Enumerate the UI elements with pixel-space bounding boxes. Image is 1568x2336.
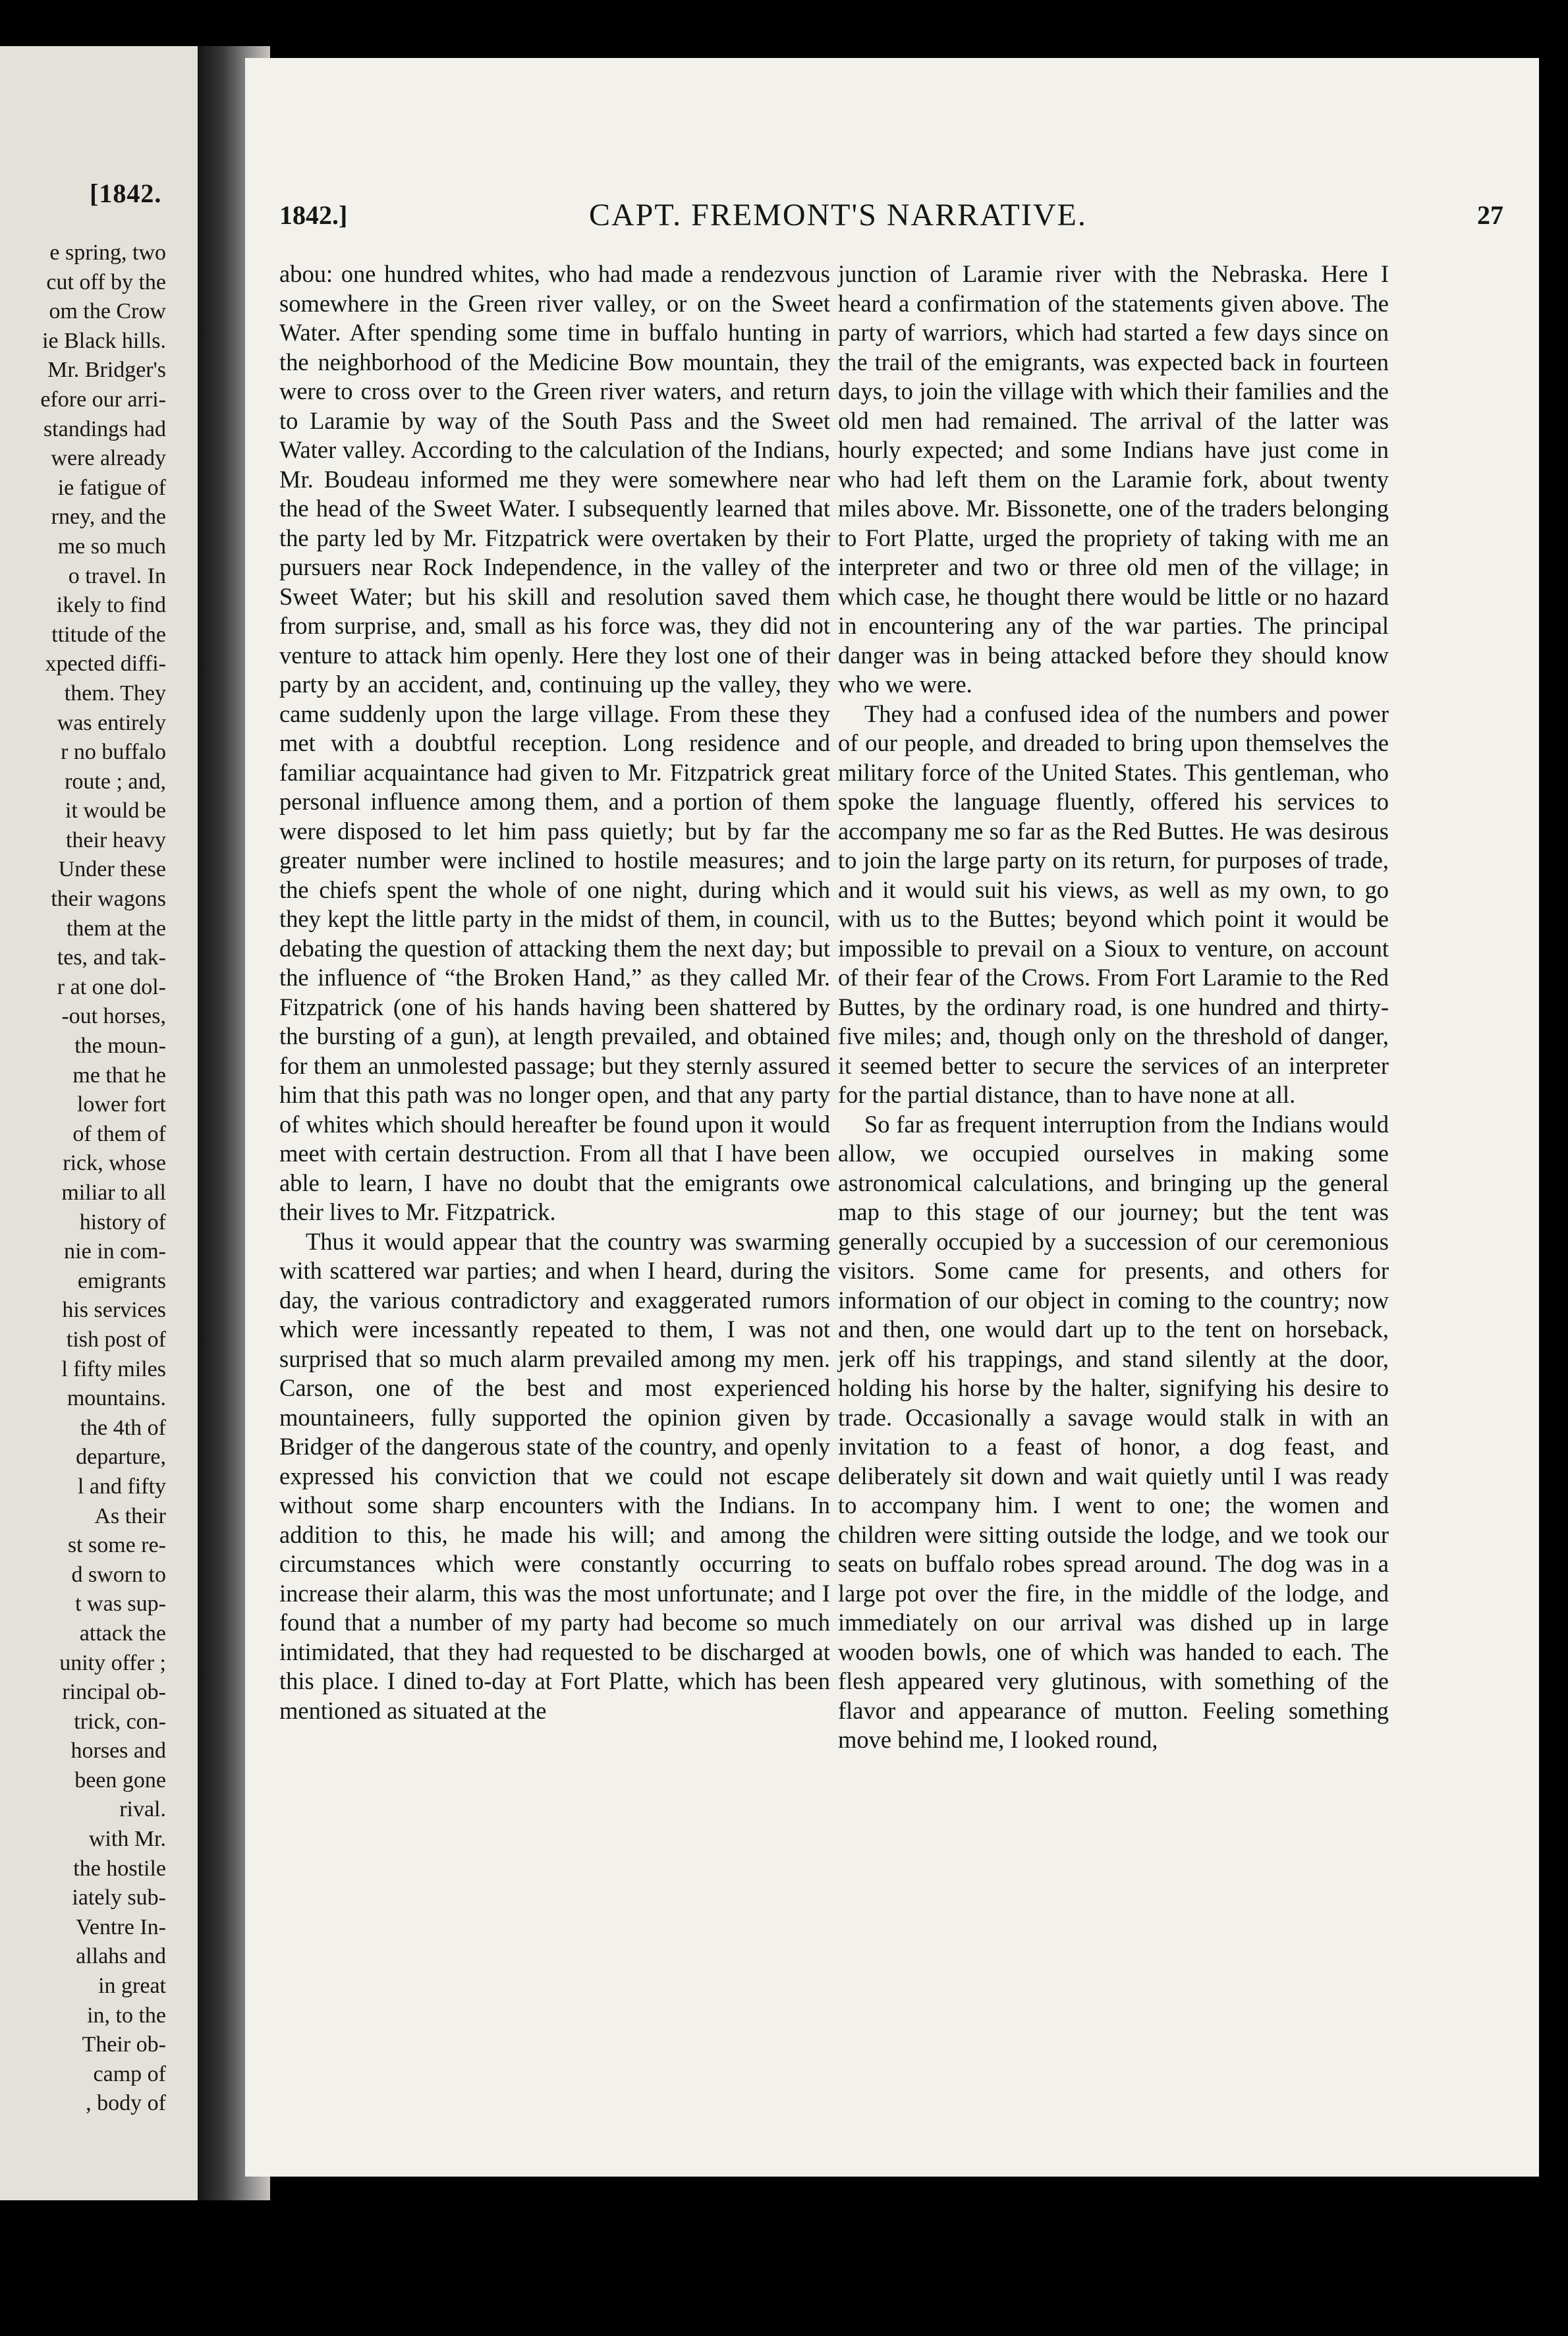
left-page-line: cut off by the [46, 269, 166, 294]
left-page-line: nie in com- [64, 1239, 166, 1264]
left-page-line: ie fatigue of [57, 475, 166, 500]
left-page-line: them. They [64, 681, 166, 706]
left-page-line: history of [79, 1210, 166, 1235]
left-page-line: d sworn to [71, 1562, 166, 1587]
left-page-line: with Mr. [88, 1827, 166, 1852]
left-facing-page [0, 46, 204, 2200]
left-page-line: his services [62, 1298, 166, 1323]
text-column-left [279, 260, 830, 1725]
paragraph: They had a confused idea of the numbers and power of our people, and dreaded to bring upon themselves the military force of the United States. This gentleman, who spoke the language fluently, offered his services to accompany me so far as the Red Buttes. He was desirous to join the large party on its return, for purposes of trade, and it would suit his views, as well as my own, to go with us to the Buttes; beyond which point it would be impossible to prevail on a Sioux to venture, on account of their fear of the Crows. From Fort Laramie to the Red Buttes, by the ordinary road, is one hundred and thirty-five miles; and, though only on the threshold of danger, it seemed better to secure the services of an interpreter for the partial distance, than to have none at all. [838, 700, 1389, 1108]
left-page-line: was entirely [57, 710, 166, 735]
left-page-line: iately sub- [72, 1885, 166, 1910]
left-page-line: tish post of [66, 1327, 166, 1352]
left-page-line: were already [51, 446, 166, 471]
left-page-line: o travel. In [68, 563, 166, 588]
left-page-line: rival. [119, 1797, 166, 1822]
left-page-line: om the Crow [49, 299, 166, 324]
right-page [245, 58, 1539, 2177]
left-page-line: them at the [66, 916, 166, 941]
left-page-line: allahs and [76, 1944, 166, 1969]
left-page-line: departure, [76, 1445, 166, 1470]
left-page-line: lower fort [76, 1092, 166, 1117]
left-page-line: me so much [57, 534, 166, 559]
left-page-line: efore our arri- [40, 387, 166, 412]
left-page-line: ikely to find [56, 593, 166, 618]
left-page-line: unity offer ; [59, 1650, 166, 1675]
paragraph: abou: one hundred whites, who had made a rendezvous somewhere in the Green river valley, or on the Sweet Water. After spending some time in buffalo hunting in the neighborhood of the Medicine Bow mountain, they were to cross over to the Green river waters, and return to Laramie by way of the South Pass and the Sweet Water valley. According to the calculation of the Indians, Mr. Boudeau informed me they were somewhere near the head of the Sweet Water. I subsequently learned that the party led by Mr. Fitzpatrick were overtaken by their pursuers near Rock Independence, in the valley of the Sweet Water; but his skill and resolution saved them from surprise, and, small as his force was, they did not venture to attack him openly. Here they lost one of their party by an accident, and, continuing up the valley, they came suddenly upon the large village. From these they met with a doubtful reception. Long residence and familiar acquaintance had given to Mr. Fitzpatrick great personal influence among them, and a portion of them were disposed to let him pass quietly; but by far the greater number were inclined to hostile measures; and the chiefs spent the whole of one night, during which they kept the little party in the midst of them, in council, debating the question of attacking them the next day; but the influence of “the Broken Hand,” as they called Mr. Fitzpatrick (one of his hands having been shattered by the bursting of a gun), at length prevailed, and obtained for them an unmolested passage; but they sternly assured him that this path was no longer open, and that any party of whites which should hereafter be found upon it would meet with certain destruction. From all that I have been able to learn, I have no doubt that the emigrants owe their lives to Mr. Fitzpatrick. [279, 260, 830, 1225]
left-page-line: miliar to all [61, 1181, 166, 1205]
left-page-line: attack the [79, 1621, 166, 1646]
left-page-line: e spring, two [49, 240, 166, 265]
left-page-line: ttitude of the [51, 622, 166, 647]
left-page-line: standings had [43, 416, 166, 441]
left-page-text-fragments [0, 238, 166, 2119]
text-column-right [838, 260, 1389, 1755]
left-page-line: rney, and the [51, 505, 166, 530]
left-page-line: their heavy [66, 827, 166, 852]
left-page-line: Ventre In- [76, 1914, 166, 1939]
left-page-line: l and fifty [77, 1474, 166, 1499]
left-page-line: As their [94, 1503, 166, 1528]
left-page-line: horses and [70, 1738, 166, 1764]
left-page-line: rick, whose [63, 1151, 166, 1176]
left-page-line: rincipal ob- [62, 1680, 166, 1705]
left-page-line: route ; and, [65, 769, 166, 794]
left-page-header-year: [1842. [90, 179, 162, 208]
left-page-line: Under these [58, 857, 166, 882]
left-page-line: their wagons [51, 887, 166, 912]
left-page-line: camp of [93, 2061, 166, 2086]
left-page-line: it would be [65, 798, 166, 823]
left-page-line: trick, con- [74, 1709, 166, 1734]
left-page-line: the moun- [74, 1034, 166, 1059]
left-page-line: emigrants [77, 1268, 166, 1293]
left-page-line: been gone [74, 1767, 166, 1793]
left-page-line: the 4th of [80, 1415, 166, 1440]
left-page-line: l fifty miles [61, 1356, 166, 1381]
paragraph: junction of Laramie river with the Nebraska. Here I heard a confirmation of the statements given above. The party of warriors, which had started a few days since on the trail of the emigrants, was expected back in fourteen days, to join the village with which their families and the old men had remained. The arrival of the latter was hourly expected; and some Indians have just come in who had left them on the Laramie fork, about twenty miles above. Mr. Bissonette, one of the traders belonging to Fort Platte, urged the propriety of taking with me an interpreter and two or three old men of the village; in which case, he thought there would be little or no hazard in encountering any of the war parties. The principal danger was in being attacked before they should know who we were. [838, 260, 1389, 698]
left-page-line: Their ob- [82, 2032, 166, 2057]
left-page-line: st some re- [67, 1533, 166, 1558]
left-page-line: ie Black hills. [42, 328, 166, 353]
left-page-line: tes, and tak- [57, 945, 166, 970]
running-head-title: CAPT. FREMONT'S NARRATIVE. [589, 198, 1087, 233]
left-page-line: t was sup- [75, 1592, 166, 1617]
left-page-line: xpected diffi- [45, 652, 166, 677]
left-page-line: -out horses, [61, 1004, 166, 1029]
left-page-line: mountains. [67, 1386, 166, 1411]
running-head [245, 200, 1539, 239]
paragraph: Thus it would appear that the country was swarming with scattered war parties; and when I heard, during the day, the various contradictory and exaggerated rumors which were incessantly repeated to them, I was not surprised that so much alarm prevailed among my men. Carson, one of the best and most experienced mountaineers, fully supported the opinion given by Bridger of the dangerous state of the country, and openly expressed his conviction that we could not escape without some sharp encounters with the Indians. In addition to this, he made his will; and among the circumstances which were constantly occurring to increase their alarm, this was the most unfortunate; and I found that a number of my party had become so much intimidated, that they had requested to be discharged at this place. I dined to-day at Fort Platte, which has been mentioned as situated at the [279, 1227, 830, 1724]
left-page-line: r no buffalo [61, 740, 166, 765]
left-page-line: the hostile [73, 1856, 166, 1881]
left-page-line: Mr. Bridger's [47, 358, 166, 383]
left-page-line: of them of [72, 1121, 166, 1146]
left-page-line: me that he [72, 1063, 166, 1088]
page-number: 27 [1477, 200, 1503, 230]
left-page-line: , body of [86, 2091, 166, 2116]
left-page-line: in great [98, 1974, 166, 1999]
running-head-year: 1842.] [279, 200, 348, 230]
left-page-line: r at one dol- [57, 974, 166, 999]
left-page-line: in, to the [87, 2003, 166, 2028]
paragraph: So far as frequent interruption from the Indians would allow, we occupied ourselves in making some astronomical calculations, and bringing up the general map to this stage of our journey; but the tent was generally occupied by a succession of our ceremonious visitors. Some came for presents, and others for information of our object in coming to the country; now and then, one would dart up to the tent on horseback, jerk off his trappings, and stand silently at the door, holding his horse by the halter, signifying his desire to trade. Occasionally a savage would stalk in with an invitation to a feast of honor, a dog feast, and deliberately sit down and wait quietly until I was ready to accompany him. I went to one; the women and children were sitting outside the lodge, and we took our seats on buffalo robes spread around. The dog was in a large pot over the fire, in the middle of the lodge, and immediately on our arrival was dished up in large wooden bowls, one of which was handed to each. The flesh appeared very glutinous, with something of the flavor and appearance of mutton. Feeling something move behind me, I looked round, [838, 1110, 1389, 1753]
